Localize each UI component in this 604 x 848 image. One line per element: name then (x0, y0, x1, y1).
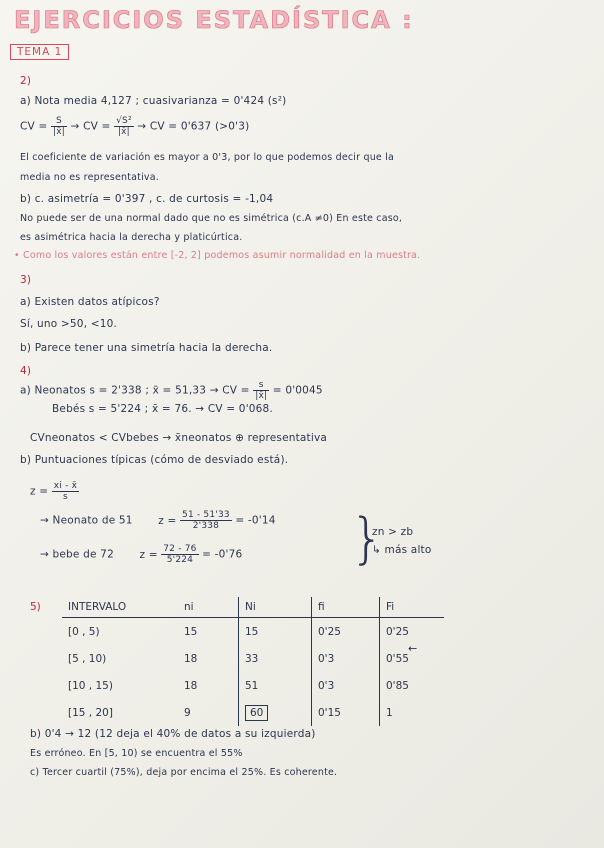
neonato-51-num: 51 - 51'33 (182, 510, 230, 520)
cv-fraction-1-num: S (51, 116, 67, 127)
line-symmetry: b) Parece tener una simetría hacia la derecha. (20, 342, 273, 354)
table-cell: 0'25 (312, 618, 380, 646)
bebe-72-num: 72 - 76 (163, 544, 197, 554)
neonatos-fraction-den: |x̄| (255, 391, 268, 401)
frequency-table (62, 597, 444, 726)
column-header: ni (178, 597, 239, 618)
column-header: Ni (239, 597, 312, 618)
exercise-number: 3) (20, 274, 32, 286)
section-label: TEMA 1 (10, 44, 69, 60)
cv-fraction-1 (51, 116, 67, 137)
arrow-left-icon: ← (408, 642, 418, 655)
neonato-51-label: → Neonato de 51 (40, 514, 133, 527)
line-cv-conclusion: El coeficiente de variación es mayor a 0'3, por lo que podemos decir que la (20, 152, 395, 163)
line-mean-variance: a) Nota media 4,127 ; cuasivarianza = 0'424 (s²) (20, 95, 287, 107)
page-title: EJERCICIOS ESTADÍSTICA : (14, 6, 414, 34)
neonatos-fraction-num: s (253, 380, 269, 391)
z-fraction (52, 481, 79, 502)
line-not-normal: No puede ser de una normal dado que no es simétrica (c.A ≠0) En este caso, (20, 213, 403, 224)
table-row (62, 618, 444, 646)
exercise-number: 4) (20, 365, 32, 377)
line-asymmetric: es asimétrica hacia la derecha y platicúrtica. (20, 232, 243, 243)
bebe-72-z: z = (139, 548, 158, 561)
table-cell: 33 (239, 645, 312, 672)
table-cell: 1 (380, 699, 445, 726)
line-percentile: b) 0'4 → 12 (12 deja el 40% de datos a su izquierda) (30, 728, 316, 740)
bebe-72-label: → bebe de 72 (40, 548, 114, 561)
bebe-72-result: = -0'76 (202, 548, 243, 561)
column-header: fi (312, 597, 380, 618)
table-cell: 0'25 (380, 618, 445, 646)
line-cv-conclusion-2: media no es representativa. (20, 172, 159, 183)
table-cell: 0'55 (380, 645, 445, 672)
exercise-number: 2) (20, 75, 32, 87)
table-cell: [0 , 5) (68, 625, 100, 638)
table-header-row (62, 597, 444, 618)
z-conclusion-2: ↳ más alto (372, 544, 432, 556)
z-formula (30, 481, 79, 502)
z-fraction-num: xi - x̄ (53, 481, 78, 491)
table-cell: 18 (184, 652, 198, 665)
neonato-51-den: 2'338 (192, 521, 220, 531)
line-neonato-51 (40, 510, 276, 531)
cv-mid: → CV = (70, 120, 111, 133)
line-outliers-question: a) Existen datos atípicos? (20, 296, 160, 308)
bebe-72-den: 5'224 (166, 555, 194, 565)
table-cell: 51 (239, 672, 312, 699)
cv-right: → CV = 0'637 (>0'3) (137, 120, 250, 133)
column-header: Fi (380, 597, 445, 618)
table-cell: 0'3 (312, 672, 380, 699)
line-bebes: Bebés s = 5'224 ; x̄ = 76. → CV = 0'068. (52, 403, 273, 415)
table-row (62, 645, 444, 672)
table-row (62, 699, 444, 726)
line-quartile: c) Tercer cuartil (75%), deja por encima el 25%. Es coherente. (30, 767, 338, 778)
line-neonatos (20, 380, 323, 401)
line-erroneo: Es erróneo. En [5, 10) se encuentra el 55% (30, 748, 243, 759)
neonatos-text: a) Neonatos s = 2'338 ; x̄ = 51,33 → CV = (20, 384, 250, 397)
table-cell: 0'3 (312, 645, 380, 672)
line-normality-note: • Como los valores están entre [-2, 2] podemos asumir normalidad en la muestra. (14, 250, 421, 261)
table-cell: 15 (239, 618, 312, 646)
table-cell: 0'15 (312, 699, 380, 726)
brace-symbol: } (350, 507, 385, 570)
table-cell (239, 699, 312, 726)
line-bebe-72 (40, 544, 242, 565)
line-typical-scores: b) Puntuaciones típicas (cómo de desviado está). (20, 454, 289, 466)
cv-fraction-2 (114, 116, 134, 137)
boxed-total: 60 (245, 705, 268, 721)
z-fraction-den: s (63, 492, 68, 502)
neonatos-result: = 0'0045 (272, 384, 323, 397)
neonatos-fraction (253, 380, 269, 401)
table-cell: 9 (184, 706, 191, 719)
cv-fraction-2-den: |x̄| (117, 127, 130, 137)
z-left: z = (30, 485, 49, 498)
z-conclusion: zn > zb (372, 526, 414, 538)
neonato-51-fraction (180, 510, 232, 531)
bebe-72-fraction (161, 544, 198, 565)
line-skew-kurtosis: b) c. asimetría = 0'397 , c. de curtosis = -1,04 (20, 193, 274, 205)
line-outliers-answer: Sí, uno >50, <10. (20, 318, 118, 330)
neonato-51-z: z = (158, 514, 177, 527)
table-row (62, 672, 444, 699)
table-cell: [15 , 20] (68, 706, 113, 719)
table-cell: 18 (184, 679, 198, 692)
exercise-number: 5) (30, 601, 41, 613)
line-cv-compare: CVneonatos < CVbebes → x̄neonatos ⊕ representativa (30, 432, 328, 444)
cv-left: CV = (20, 120, 48, 133)
column-header: INTERVALO (62, 597, 178, 618)
table-cell: [5 , 10) (68, 652, 107, 665)
table-cell: 0'85 (380, 672, 445, 699)
neonato-51-result: = -0'14 (235, 514, 276, 527)
cv-fraction-2-num: √S² (116, 116, 132, 126)
cv-formula (20, 116, 249, 137)
table-cell: 15 (184, 625, 198, 638)
table-cell: [10 , 15) (68, 679, 113, 692)
cv-fraction-1-den: |x̄| (53, 127, 65, 137)
